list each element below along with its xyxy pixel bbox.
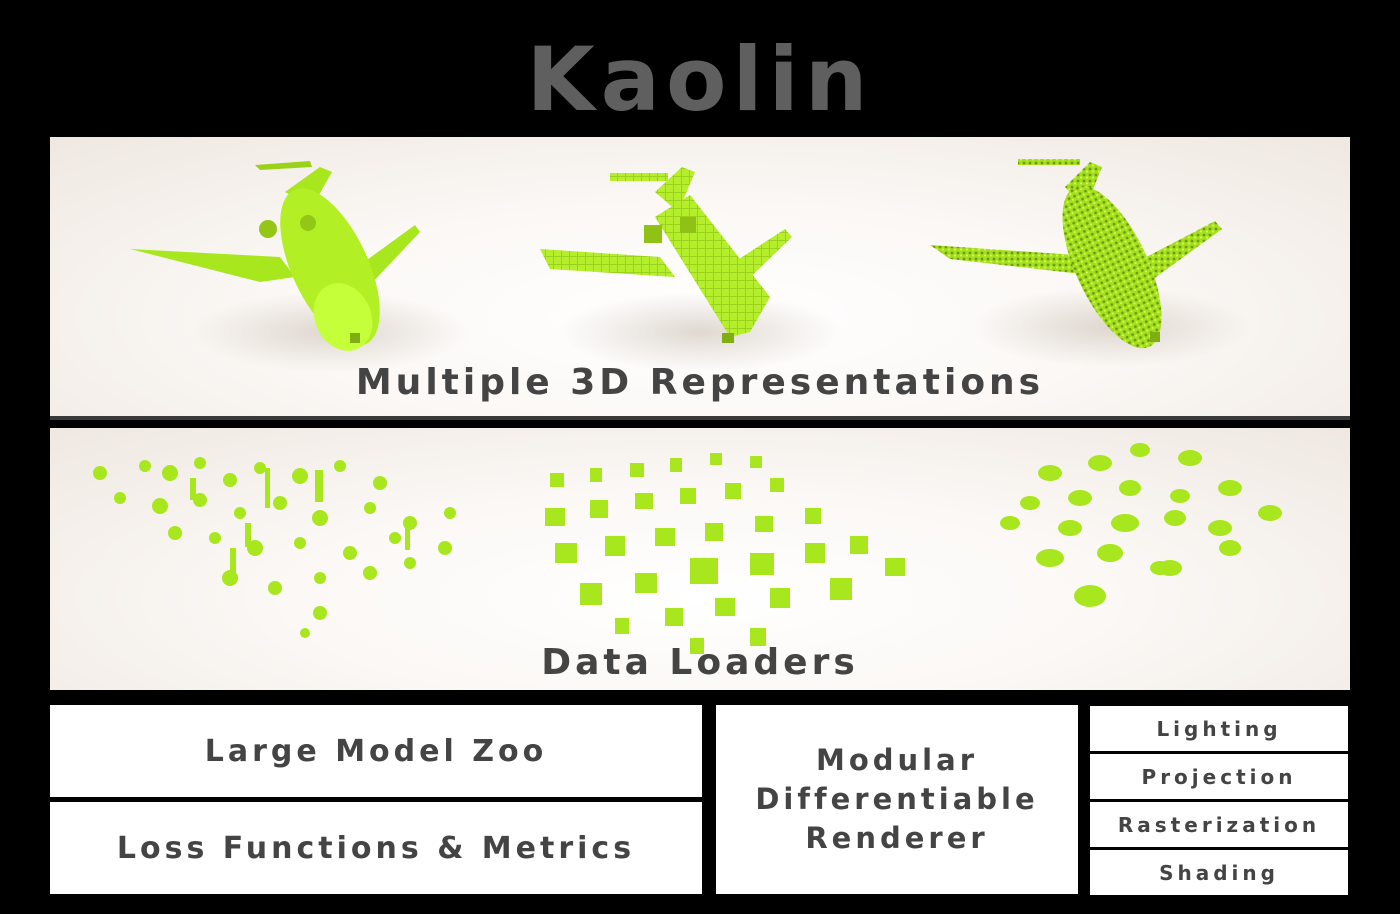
loss-metrics-box bbox=[50, 802, 702, 894]
model-zoo-box bbox=[50, 705, 702, 797]
projection-box bbox=[1090, 754, 1348, 799]
loss-metrics-label: Loss Functions & Metrics bbox=[116, 830, 636, 866]
rasterization-label: Rasterization bbox=[1117, 812, 1321, 837]
lighting-box bbox=[1090, 706, 1348, 751]
airplane-voxel-icon bbox=[540, 167, 840, 372]
renderer-line-1: Modular bbox=[816, 743, 978, 777]
model-zoo-label: Large Model Zoo bbox=[204, 733, 548, 769]
lighting-label: Lighting bbox=[1156, 716, 1282, 741]
renderer-line-3: Renderer bbox=[805, 821, 989, 855]
renderer-box bbox=[716, 705, 1078, 894]
page-title: Kaolin bbox=[526, 28, 874, 131]
rasterization-box bbox=[1090, 802, 1348, 847]
animals-dataset-icon bbox=[1000, 443, 1282, 607]
airplane-mesh-icon bbox=[130, 161, 470, 372]
projection-label: Projection bbox=[1141, 764, 1297, 789]
shading-box bbox=[1090, 850, 1348, 895]
renderer-line-2: Differentiable bbox=[755, 782, 1039, 816]
airplane-pointcloud-icon bbox=[930, 159, 1250, 367]
shading-label: Shading bbox=[1159, 860, 1279, 885]
chairs-dataset-icon bbox=[545, 453, 905, 654]
data-loaders-label: Data Loaders bbox=[541, 642, 859, 683]
representations-label: Multiple 3D Representations bbox=[355, 362, 1045, 403]
figures-dataset-icon bbox=[93, 457, 456, 638]
